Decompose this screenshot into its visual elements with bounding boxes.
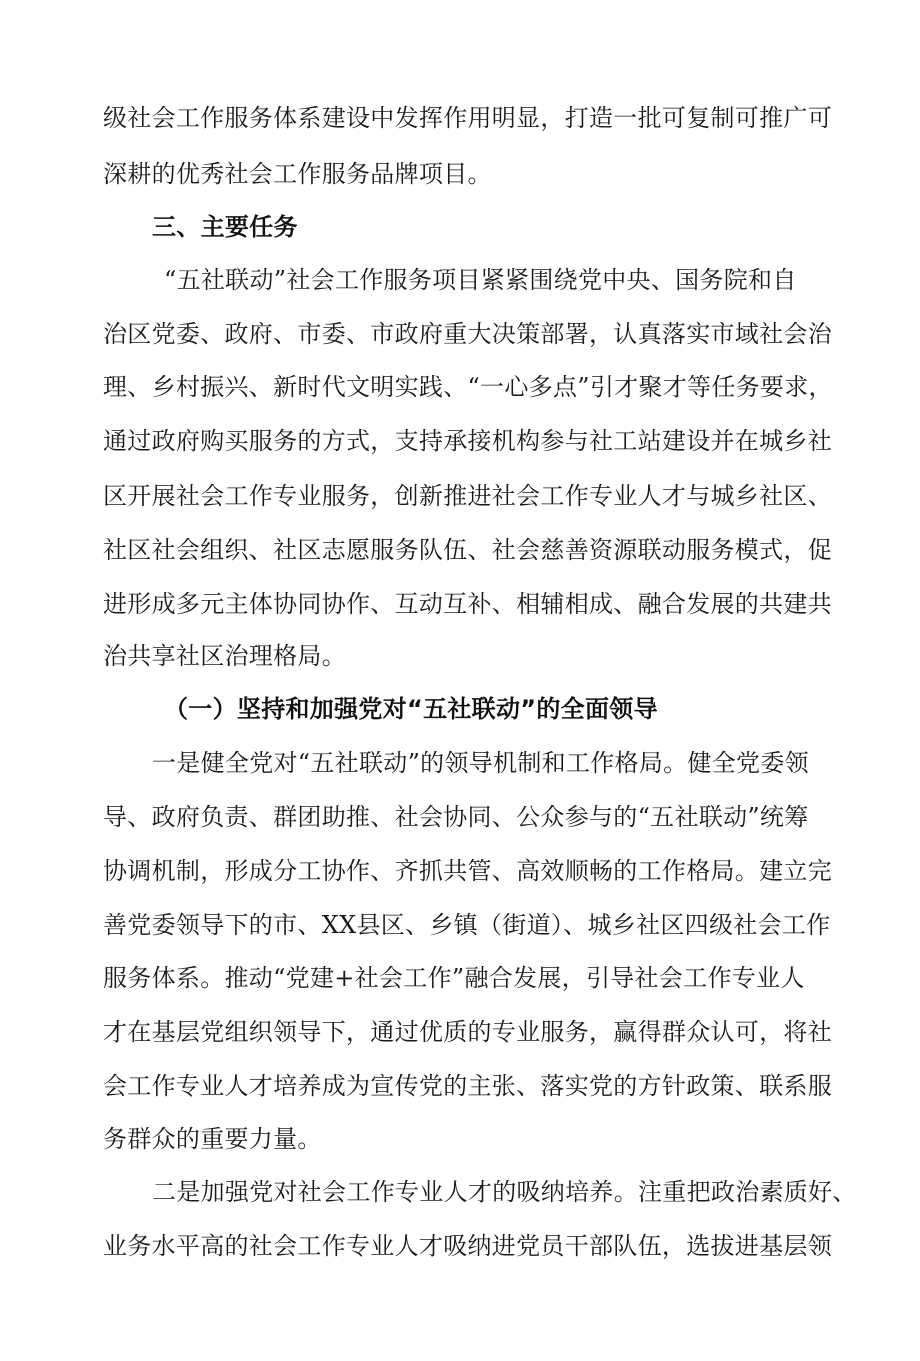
body-text-line: 社区社会组织、社区志愿服务队伍、社会慈善资源联动服务模式，促: [103, 536, 832, 564]
body-text-line: 级社会工作服务体系建设中发挥作用明显，打造一批可复制可推广可: [103, 104, 832, 132]
body-text-line: 会工作专业人才培养成为宣传党的主张、落实党的方针政策、联系服: [103, 1072, 832, 1100]
subsection-heading: （一）坚持和加强党对“五社联动”的全面领导: [164, 695, 658, 723]
body-text-line: 才在基层党组织领导下，通过优质的专业服务，赢得群众认可，将社: [103, 1018, 832, 1046]
body-text-line: 治区党委、政府、市委、市政府重大决策部署，认真落实市域社会治: [103, 320, 832, 348]
body-text-line: 通过政府购买服务的方式，支持承接机构参与社工站建设并在城乡社: [103, 427, 832, 455]
body-text-line: 进形成多元主体协同协作、互动互补、相辅相成、融合发展的共建共: [103, 590, 832, 618]
body-text-line: 业务水平高的社会工作专业人才吸纳进党员干部队伍，选拔进基层领: [103, 1232, 832, 1260]
body-text-line: 治共享社区治理格局。: [103, 642, 346, 670]
body-text-line: 服务体系。推动“党建+社会工作”融合发展，引导社会工作专业人: [103, 964, 805, 992]
body-text-line: 理、乡村振兴、新时代文明实践、“一心多点”引才聚才等任务要求，: [103, 373, 833, 401]
body-text-line: 区开展社会工作专业服务，创新推进社会工作专业人才与城乡社区、: [103, 482, 832, 510]
body-text-line: 善党委领导下的市、XX县区、乡镇（街道）、城乡社区四级社会工作: [103, 911, 831, 939]
section-heading: 三、主要任务: [152, 213, 298, 241]
body-text-line: 协调机制，形成分工协作、齐抓共管、高效顺畅的工作格局。建立完: [103, 857, 832, 885]
body-text-line: 深耕的优秀社会工作服务品牌项目。: [103, 160, 492, 188]
body-text-line: 务群众的重要力量。: [103, 1125, 322, 1153]
paragraph-first-line: “五社联动”社会工作服务项目紧紧围绕党中央、国务院和自: [164, 266, 797, 294]
body-text-line: 导、政府负责、群团助推、社会协同、公众参与的“五社联动”统筹: [103, 803, 809, 831]
paragraph-first-line: 二是加强党对社会工作专业人才的吸纳培养。注重把政治素质好、: [152, 1178, 857, 1206]
paragraph-first-line: 一是健全党对“五社联动”的领导机制和工作格局。健全党委领: [152, 749, 809, 777]
